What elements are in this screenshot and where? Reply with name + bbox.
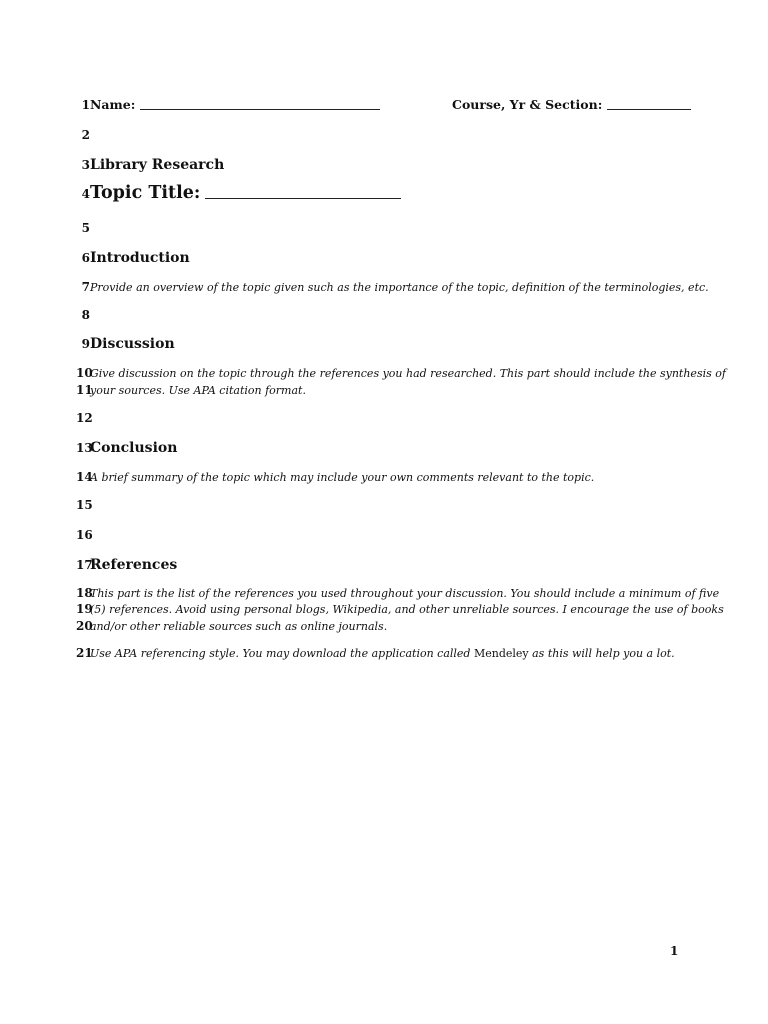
references-heading: References [90, 557, 178, 573]
mendeley-app-name: Mendeley [473, 647, 529, 660]
references-instructions-1: This part is the list of the references you used throughout your discussion. You should include a minimum of five [90, 587, 720, 600]
course-label: Course, Yr & Section: [452, 97, 603, 112]
line-number: 5 [81, 221, 90, 235]
topic-title-label: Topic Title: [90, 183, 201, 203]
apa-instructions-start: Use APA referencing style. You may download the application called [90, 647, 474, 660]
course-field [452, 94, 691, 113]
apa-instructions-end: as this will help you a lot. [528, 647, 675, 660]
line-number: 21 [76, 646, 93, 660]
line-5 [76, 217, 90, 236]
line-number: 4 [81, 187, 90, 201]
line-4 [76, 183, 401, 203]
library-research-heading: Library Research [90, 157, 225, 173]
course-blank[interactable] [607, 108, 691, 110]
introduction-heading: Introduction [90, 250, 190, 266]
line-20 [76, 615, 387, 634]
line-number: 15 [76, 498, 93, 512]
line-number: 7 [81, 280, 90, 294]
line-12 [76, 407, 93, 426]
name-label: Name: [90, 97, 136, 112]
topic-title-blank[interactable] [205, 197, 401, 199]
line-8 [76, 304, 90, 323]
line-9 [76, 333, 175, 352]
line-number: 8 [81, 308, 90, 322]
line-3 [76, 154, 224, 173]
page-number: 1 [670, 944, 679, 958]
discussion-instructions-1: Give discussion on the topic through the references you had researched. This part should include the synthesis of [90, 367, 726, 380]
references-instructions-2: (5) references. Avoid using personal blogs, Wikipedia, and other unreliable sources. I encourage the use of books [90, 603, 724, 616]
line-number: 18 [76, 586, 93, 600]
line-21 [76, 642, 675, 661]
line-number: 3 [81, 158, 90, 172]
line-2 [76, 124, 90, 143]
name-blank[interactable] [140, 108, 380, 110]
line-1 [76, 94, 380, 113]
discussion-heading: Discussion [90, 336, 175, 352]
line-number: 14 [76, 470, 93, 484]
conclusion-heading: Conclusion [90, 440, 178, 456]
discussion-instructions-2: your sources. Use APA citation format. [90, 384, 306, 397]
line-number: 2 [81, 128, 90, 142]
line-7 [76, 276, 709, 295]
line-number: 10 [76, 366, 93, 380]
line-6 [76, 247, 190, 266]
references-instructions-3: and/or other reliable sources such as online journals. [90, 620, 388, 633]
line-11 [76, 379, 306, 398]
line-number: 17 [76, 558, 93, 572]
line-16 [76, 524, 93, 543]
line-17 [76, 554, 177, 573]
line-number: 16 [76, 528, 93, 542]
line-number: 6 [81, 251, 90, 265]
line-number: 19 [76, 602, 93, 616]
line-14 [76, 466, 594, 485]
line-number: 12 [76, 411, 93, 425]
line-number: 1 [81, 98, 90, 112]
line-number: 9 [81, 337, 90, 351]
line-number: 13 [76, 441, 93, 455]
line-15 [76, 494, 93, 513]
introduction-instructions: Provide an overview of the topic given such as the importance of the topic, definition of the terminologies, etc. [90, 281, 709, 294]
line-number: 20 [76, 619, 93, 633]
line-13 [76, 437, 177, 456]
line-number: 11 [76, 383, 93, 397]
conclusion-instructions: A brief summary of the topic which may include your own comments relevant to the topic. [90, 471, 595, 484]
